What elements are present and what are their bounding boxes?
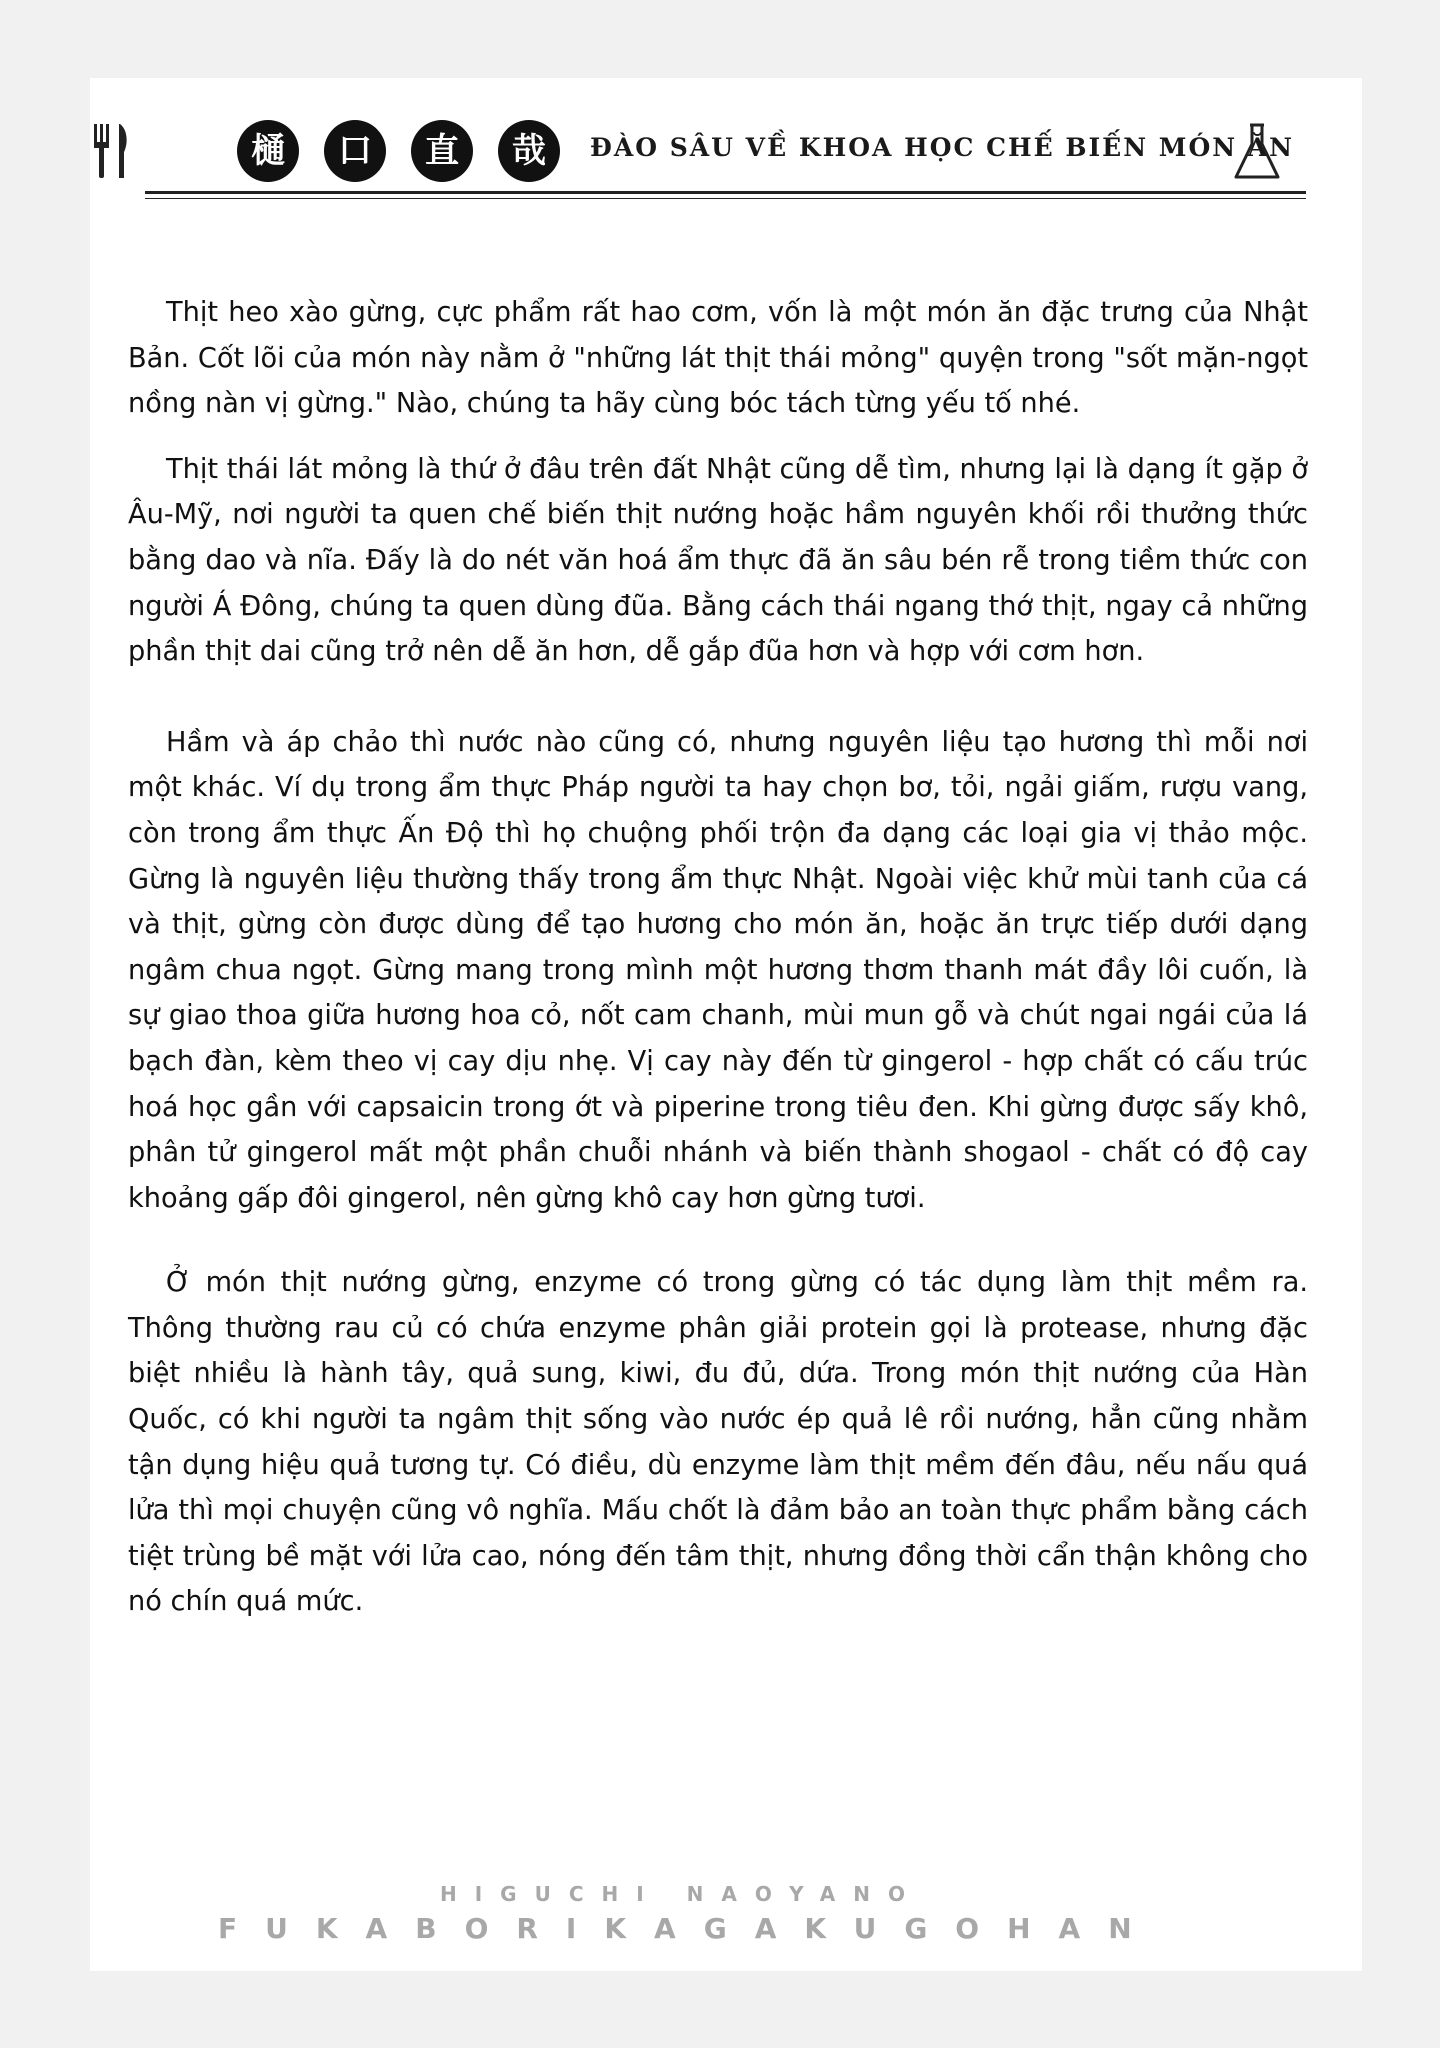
paragraph: Hầm và áp chảo thì nước nào cũng có, nhưng nguyên liệu tạo hương thì mỗi nơi một khác. Ví dụ trong ẩm thực Pháp người ta hay chọn bơ, tỏi, ngải giấm, rượu vang, còn trong ẩm thực Ấn Độ thì họ chuộng phối trộn đa dạng các loại gia vị thảo mộc. Gừng là nguyên liệu thường thấy trong ẩm thực Nhật. Ngoài việc khử mùi tanh của cá và thịt, gừng còn được dùng để tạo hương cho món ăn, hoặc ăn trực tiếp dưới dạng ngâm chua ngọt. Gừng mang trong mình một hương thơm thanh mát đầy lôi cuốn, là sự giao thoa giữa hương hoa cỏ, nốt cam chanh, mùi mun gỗ và chút ngai ngái của lá bạch đàn, kèm theo vị cay dịu nhẹ. Vị cay này đến từ gingerol - hợp chất có cấu trúc hoá học gần với capsaicin trong ớt và piperine trong tiêu đen. Khi gừng được sấy khô, phân tử gingerol mất một phần chuỗi nhánh và biến thành shogaol - chất có độ cay khoảng gấp đôi gingerol, nên gừng khô cay hơn gừng tươi. <box>128 726 1308 1214</box>
kanji-badge: 口 <box>324 120 386 182</box>
footer-author: HIGUCHI NAOYANO <box>440 1882 923 1906</box>
kanji-badge: 樋 <box>237 120 299 182</box>
header-divider-thin <box>145 198 1306 199</box>
kanji-badge: 直 <box>411 120 473 182</box>
paragraph: Ở món thịt nướng gừng, enzyme có trong gừng có tác dụng làm thịt mềm ra. Thông thường rau củ có chứa enzyme phân giải protein gọi là protease, nhưng đặc biệt nhiều là hành tây, quả sung, kiwi, đu đủ, dứa. Trong món thịt nướng của Hàn Quốc, có khi người ta ngâm thịt sống vào nước ép quả lê rồi nướng, hẳn cũng nhằm tận dụng hiệu quả tương tự. Có điều, dù enzyme làm thịt mềm đến đâu, nếu nấu quá lửa thì mọi chuyện cũng vô nghĩa. Mấu chốt là đảm bảo an toàn thực phẩm bằng cách tiệt trùng bề mặt với lửa cao, nóng đến tâm thịt, nhưng đồng thời cẩn thận không cho nó chín quá mức. <box>128 1267 1308 1618</box>
footer-series-title: FUKABORIKAGAKUGOHAN <box>218 1912 1160 1945</box>
kanji-badge: 哉 <box>498 120 560 182</box>
paragraph: Thịt thái lát mỏng là thứ ở đâu trên đất Nhật cũng dễ tìm, nhưng lại là dạng ít gặp ở Âu-Mỹ, nơi người ta quen chế biến thịt nướng hoặc hầm nguyên khối rồi thưởng thức bằng dao và nĩa. Đấy là do nét văn hoá ẩm thực đã ăn sâu bén rễ trong tiềm thức con người Á Đông, chúng ta quen dùng đũa. Bằng cách thái ngang thớ thịt, ngay cả những phần thịt dai cũng trở nên dễ ăn hơn, dễ gắp đũa hơn và hợp với cơm hơn. <box>128 453 1308 668</box>
paragraph: Thịt heo xào gừng, cực phẩm rất hao cơm, vốn là một món ăn đặc trưng của Nhật Bản. Cốt lõi của món này nằm ở "những lát thịt thái mỏng" quyện trong "sốt mặn-ngọt nồng nàn vị gừng." Nào, chúng ta hãy cùng bóc tách từng yếu tố nhé. <box>128 297 1308 420</box>
author-kanji-row <box>237 120 560 182</box>
header-title: ĐÀO SÂU VỀ KHOA HỌC CHẾ BIẾN MÓN ĂN <box>590 133 1295 162</box>
fork-knife-icon <box>92 122 132 180</box>
flask-icon <box>1232 122 1282 182</box>
header-divider <box>145 191 1306 194</box>
article-body <box>128 290 1308 1625</box>
